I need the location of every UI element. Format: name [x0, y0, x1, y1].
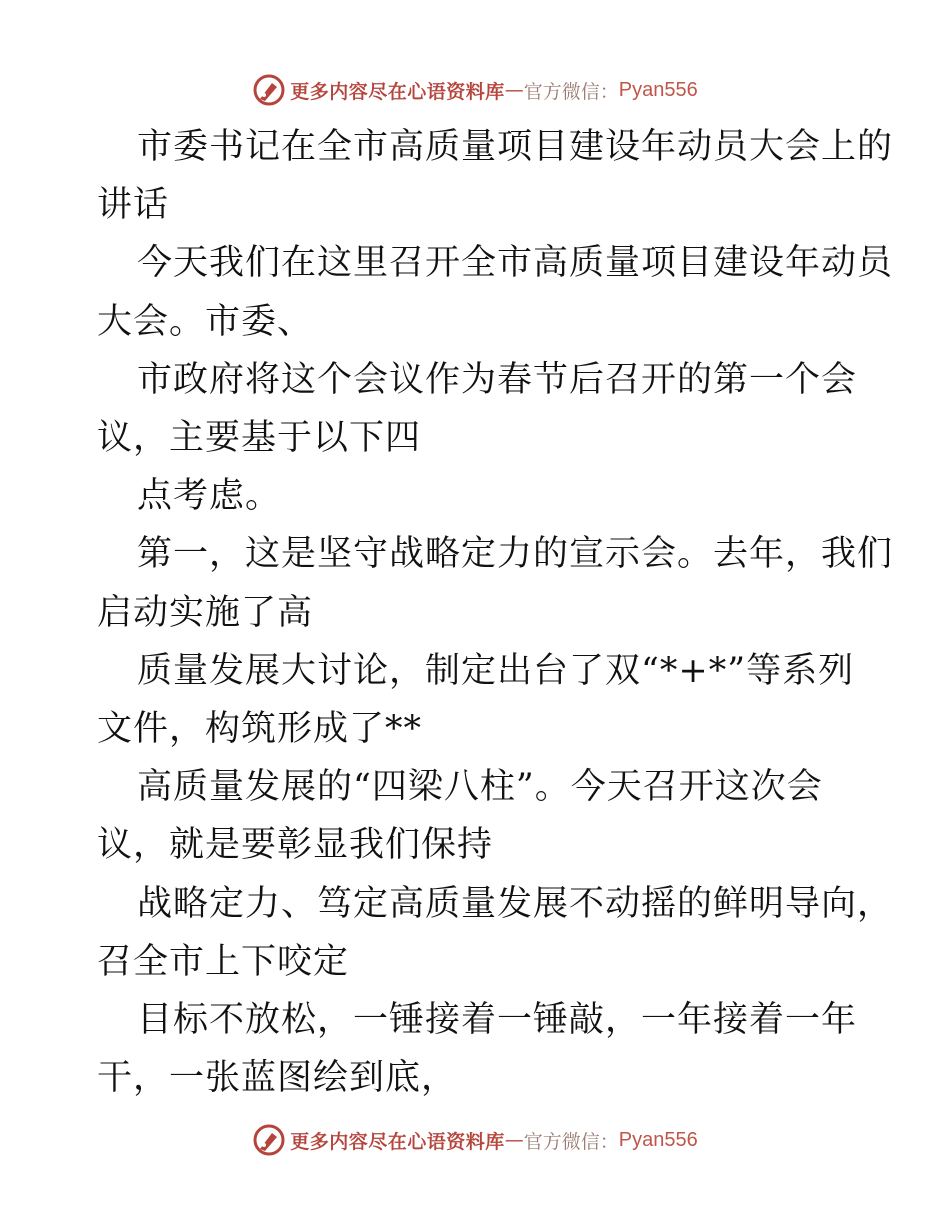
body-line: 文件，构筑形成了**	[97, 709, 423, 750]
header-banner	[0, 70, 950, 110]
body-line: 干，一张蓝图绘到底，	[97, 1058, 458, 1099]
body-line: 质量发展大讨论，制定出台了双“*+*”等系列	[137, 650, 855, 691]
banner-official-label: 官方微信：	[523, 80, 619, 103]
body-line: 大会。市委、	[97, 301, 314, 342]
body-line: 召全市上下咬定	[97, 941, 350, 982]
body-line: 议，主要基于以下四	[97, 418, 422, 459]
body-line: 目标不放松，一锤接着一锤敲，一年接着一年	[137, 1000, 858, 1041]
title-line: 市委书记在全市高质量项目建设年动员大会上的	[137, 127, 894, 167]
banner-wechat-id: Pyan556	[618, 1128, 698, 1151]
document-body	[97, 118, 894, 1107]
body-line: 点考虑。	[137, 476, 282, 517]
banner-official-label: 官方微信：	[523, 1130, 619, 1153]
banner-separator: —	[504, 79, 524, 101]
title-line: 讲话	[97, 185, 170, 226]
pen-nib-circle-logo-icon	[252, 73, 286, 107]
banner-text: 更多内容尽在心语资料库	[290, 80, 505, 103]
banner-separator: —	[504, 1129, 524, 1151]
body-line: 议，就是要彰显我们保持	[97, 825, 494, 866]
footer-banner	[0, 1120, 950, 1160]
body-line: 今天我们在这里召开全市高质量项目建设年动员	[137, 243, 894, 284]
body-line: 战略定力、笃定高质量发展不动摇的鲜明导向，	[137, 883, 894, 924]
banner-text: 更多内容尽在心语资料库	[290, 1130, 505, 1153]
body-line: 市政府将这个会议作为春节后召开的第一个会	[137, 359, 858, 400]
body-line: 启动实施了高	[97, 592, 314, 633]
body-line: 高质量发展的“四梁八柱”。今天召开这次会	[137, 767, 823, 808]
body-line: 第一，这是坚守战略定力的宣示会。去年，我们	[137, 534, 894, 575]
banner-wechat-id: Pyan556	[618, 78, 698, 101]
pen-nib-circle-logo-icon	[252, 1123, 286, 1157]
